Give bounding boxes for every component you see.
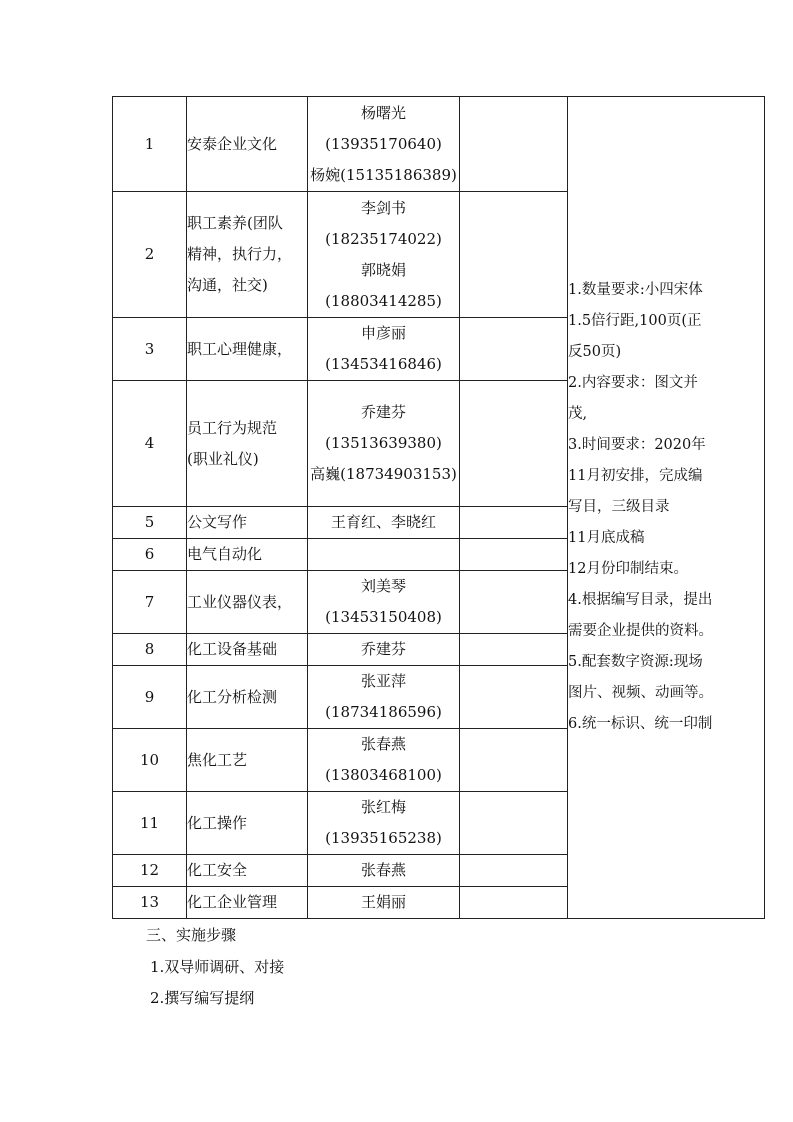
course-name-line: 公文写作 <box>187 513 248 531</box>
course-name-line: 电气自动化 <box>187 545 263 563</box>
row-number: 9 <box>113 666 187 729</box>
requirement-line: 2.内容要求：图文并 <box>568 375 698 391</box>
contact-line: 王育红、李晓红 <box>330 513 436 531</box>
contact-line: (13803468100) <box>325 766 442 784</box>
course-name <box>187 97 308 192</box>
contact-line: (13513639380) <box>325 434 442 452</box>
contact-cell <box>308 666 460 729</box>
course-name <box>187 507 308 539</box>
course-name-line: (职业礼仪) <box>187 449 259 468</box>
contact-cell <box>308 571 460 634</box>
contact-cell <box>308 729 460 792</box>
course-name <box>187 381 308 507</box>
course-name-line: 安泰企业文化 <box>187 134 278 153</box>
contact-line: 杨曙光 <box>360 103 406 122</box>
contact-line: (13453150408) <box>325 608 442 626</box>
course-name <box>187 729 308 792</box>
course-table <box>112 96 765 919</box>
step-item: 2.撰写编写提纲 <box>150 989 255 1007</box>
empty-cell <box>460 666 568 729</box>
requirement-line: 图片、视频、动画等。 <box>568 685 713 701</box>
contact-line: 申彦丽 <box>360 324 406 342</box>
row-number: 12 <box>113 855 187 887</box>
requirement-line: 11月底成稿 <box>568 530 645 546</box>
empty-cell <box>460 792 568 855</box>
empty-cell <box>460 318 568 381</box>
requirement-line: 5.配套数字资源:现场 <box>568 654 703 670</box>
contact-line: 李剑书 <box>360 198 406 217</box>
section-heading: 三、实施步骤 <box>146 926 237 944</box>
course-name <box>187 192 308 318</box>
row-number: 10 <box>113 729 187 792</box>
requirement-line: 12月份印制结束。 <box>568 561 688 577</box>
contact-cell <box>308 507 460 539</box>
row-number: 6 <box>113 539 187 571</box>
contact-cell <box>308 318 460 381</box>
row-number: 1 <box>113 97 187 192</box>
course-name-line: 化工企业管理 <box>187 893 278 911</box>
course-name <box>187 571 308 634</box>
course-name <box>187 887 308 919</box>
course-name-line: 化工设备基础 <box>187 640 278 658</box>
step-item: 1.双导师调研、对接 <box>150 958 285 976</box>
contact-line: 杨婉(15135186389) <box>310 165 457 184</box>
course-name-line: 焦化工艺 <box>187 750 248 769</box>
empty-cell <box>460 729 568 792</box>
requirements-cell <box>568 97 765 919</box>
course-name <box>187 539 308 571</box>
course-name-line: 化工分析检测 <box>187 687 278 706</box>
requirement-line: 1.数量要求:小四宋体 <box>568 282 703 298</box>
contact-line: (13935170640) <box>325 134 442 153</box>
course-name-line: 沟通，社交) <box>187 276 268 294</box>
row-number: 4 <box>113 381 187 507</box>
requirement-line: 6.统一标识、统一印制 <box>568 716 713 732</box>
contact-cell <box>308 381 460 507</box>
row-number: 3 <box>113 318 187 381</box>
course-name-line: 精神，执行力， <box>187 245 293 263</box>
row-number: 2 <box>113 192 187 318</box>
requirement-line: 需要企业提供的资料。 <box>568 623 713 639</box>
requirement-line: 4.根据编写目录，提出 <box>568 592 713 608</box>
contact-line: 乔建芬 <box>360 640 406 658</box>
course-name <box>187 634 308 666</box>
contact-cell <box>308 634 460 666</box>
row-number: 7 <box>113 571 187 634</box>
contact-cell <box>308 97 460 192</box>
empty-cell <box>460 192 568 318</box>
contact-line: 张红梅 <box>360 798 406 816</box>
requirement-line: 写目，三级目录 <box>568 499 670 515</box>
contact-line: (18235174022) <box>325 229 442 248</box>
empty-cell <box>460 381 568 507</box>
contact-line: 王娟丽 <box>360 893 406 911</box>
row-number: 5 <box>113 507 187 539</box>
contact-cell <box>308 792 460 855</box>
contact-line: 高巍(18734903153) <box>310 465 457 483</box>
contact-cell <box>308 192 460 318</box>
contact-line: 乔建芬 <box>360 403 406 421</box>
contact-cell <box>308 887 460 919</box>
course-name-line: 化工操作 <box>187 813 248 832</box>
empty-cell <box>460 507 568 539</box>
empty-cell <box>460 634 568 666</box>
contact-line: (18734186596) <box>325 703 442 721</box>
requirement-line: 茂, <box>568 406 588 422</box>
table-row <box>113 97 765 192</box>
requirement-line: 11月初安排，完成编 <box>568 468 703 484</box>
contact-line: 刘美琴 <box>360 577 406 595</box>
course-name-line: 员工行为规范 <box>187 418 278 437</box>
empty-cell <box>460 97 568 192</box>
requirement-line: 反50页) <box>568 344 622 360</box>
empty-cell <box>460 855 568 887</box>
course-name <box>187 792 308 855</box>
course-name-line: 职工心理健康， <box>187 339 293 358</box>
contact-cell <box>308 855 460 887</box>
contact-line: 张春燕 <box>360 861 406 879</box>
course-name-line: 化工安全 <box>187 861 248 879</box>
row-number: 11 <box>113 792 187 855</box>
contact-line: 张春燕 <box>360 735 406 753</box>
course-name <box>187 666 308 729</box>
requirement-line: 1.5倍行距,100页(正 <box>568 313 702 329</box>
empty-cell <box>460 571 568 634</box>
contact-line: (13935165238) <box>325 829 442 847</box>
contact-line: (13453416846) <box>325 355 442 373</box>
contact-line: 张亚萍 <box>360 672 406 690</box>
requirement-line: 3.时间要求：2020年 <box>568 437 706 453</box>
contact-line: (18803414285) <box>325 291 442 310</box>
empty-cell <box>460 887 568 919</box>
course-name-line: 工业仪器仪表， <box>187 592 293 611</box>
course-name <box>187 855 308 887</box>
empty-cell <box>460 539 568 571</box>
course-name <box>187 318 308 381</box>
contact-cell <box>308 539 460 571</box>
course-name-line: 职工素养(团队 <box>187 214 283 232</box>
row-number: 8 <box>113 634 187 666</box>
row-number: 13 <box>113 887 187 919</box>
contact-line: 郭晓娟 <box>360 260 406 279</box>
